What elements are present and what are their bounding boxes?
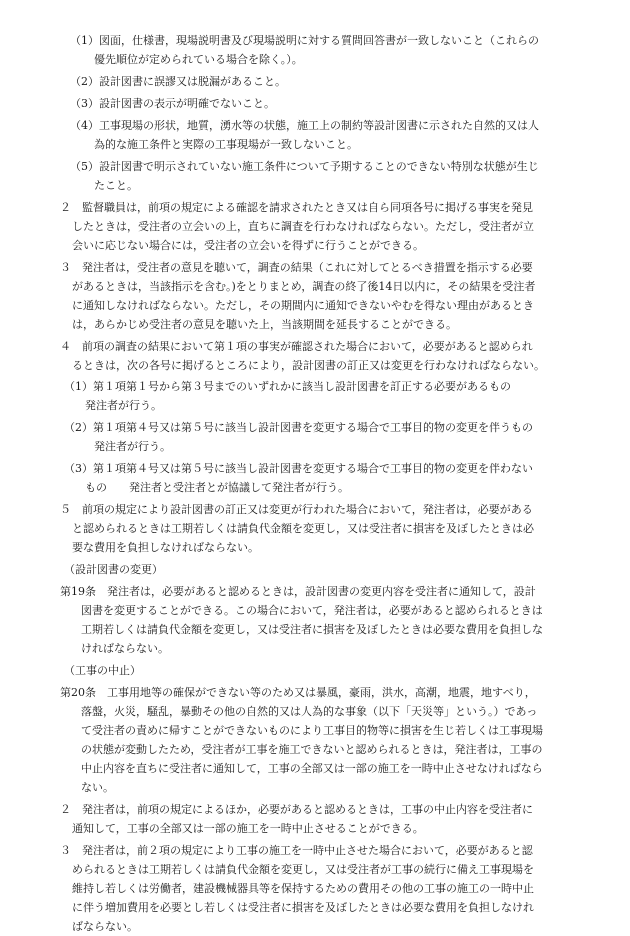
text-line: ければならない。 — [81, 642, 169, 655]
text-line: 維持し若しくは労働者，建設機械器具等を保持するための費用その他の工事の施工の一時中止 — [72, 882, 534, 895]
text-line: （2）第１項第４号又は第５号に該当し設計図書を変更する場合で工事目的物の変更を伴うもの — [64, 421, 533, 434]
text-line: 工期若しくは請負代金額を変更し，又は受注者に損害を及ぼしたときは必要な費用を負担しな — [81, 623, 543, 636]
text-line: 発注者が行う。 — [85, 399, 162, 412]
text-line: たこと。 — [94, 179, 138, 192]
text-line: 要な費用を負担しなければならない。 — [72, 541, 259, 554]
text-line: 会いに応じない場合には，受注者の立会いを得ずに行うことができる。 — [72, 239, 424, 252]
text-line: は，あらかじめ受注者の意見を聴いた上，当該期間を延長することができる。 — [72, 318, 457, 331]
text-line: （2）設計図書に誤謬又は脱漏があること。 — [70, 75, 286, 88]
section-heading: （工事の中止） — [64, 664, 141, 677]
text-line: ４ 前項の調査の結果において第１項の事実が確認された場合において，必要があると認められ — [60, 340, 533, 353]
text-line: て受注者の責めに帰すことができないものにより工事目的物等に損害を生じ若しくは工事現場 — [81, 724, 543, 737]
text-line: 為的な施工条件と実際の工事現場が一致しないこと。 — [94, 138, 358, 151]
text-line: ３ 発注者は，受注者の意見を聴いて，調査の結果（これに対してとるべき措置を指示する必要 — [60, 261, 533, 274]
text-line: 図書を変更することができる。この場合において，発注者は，必要があると認められるときは — [81, 604, 543, 617]
text-line: 優先順位が定められている場合を除く。）。 — [94, 53, 303, 66]
text-line: ２ 発注者は，前項の規定によるほか，必要があると認めるときは，工事の中止内容を受注者に — [60, 803, 533, 816]
article-line: 第20条 工事用地等の確保ができない等のため又は暴風，豪雨，洪水，高潮，地震，地すべり， — [60, 686, 536, 699]
text-line: に通知しなければならない。ただし，その期間内に通知できないやむを得ない理由があるとき — [72, 299, 534, 312]
text-line: （4）工事現場の形状，地質，湧水等の状態，施工上の制約等設計図書に示された自然的又は人 — [70, 119, 539, 132]
text-line: に伴う増加費用を必要とし若しくは受注者に損害を及ぼしたときは必要な費用を負担しなけれ — [72, 901, 534, 914]
text-line: ばならない。 — [72, 920, 138, 933]
text-line: められるときは工期若しくは請負代金額を変更し，又は受注者が工事の続行に備え工事現場を — [72, 863, 534, 876]
text-line: るときは，次の各号に掲げるところにより，設計図書の訂正又は変更を行わなければならない。 — [72, 359, 545, 372]
text-line: と認められるときは工期若しくは請負代金額を変更し，又は受注者に損害を及ぼしたときは必 — [72, 522, 534, 535]
text-line: したときは，受注者の立会いの上，直ちに調査を行わなければならない。ただし，受注者が立 — [72, 220, 534, 233]
text-line: ない。 — [81, 781, 114, 794]
text-line: ２ 監督職員は，前項の規定による確認を請求されたとき又は自ら同項各号に掲げる事実を発見 — [60, 201, 533, 214]
text-line: 通知して，工事の全部又は一部の施工を一時中止させることができる。 — [72, 822, 424, 835]
text-line: （3）第１項第４号又は第５号に該当し設計図書を変更する場合で工事目的物の変更を伴わない — [64, 462, 533, 475]
section-heading: （設計図書の変更） — [64, 563, 163, 576]
text-line: 発注者が行う。 — [94, 440, 171, 453]
text-line: 中止内容を直ちに受注者に通知して，工事の全部又は一部の施工を一時中止させなければなら — [81, 762, 543, 775]
text-line: があるときは，当該指示を含む。)をとりまとめ，調査の終了後14日以内に，その結果を受注者 — [72, 280, 536, 293]
text-line: 落盤，火災，騒乱，暴動その他の自然的又は人為的な事象（以下「天災等」という。）であっ — [81, 705, 538, 718]
article-line: 第19条 発注者は，必要があると認めるときは，設計図書の変更内容を受注者に通知して，設計 — [60, 585, 536, 598]
text-line: （1）図面，仕様書，現場説明書及び現場説明に対する質問回答書が一致しないこと（これらの — [70, 34, 539, 47]
text-line: もの 発注者と受注者とが協議して発注者が行う。 — [85, 481, 349, 494]
text-line: ５ 前項の規定により設計図書の訂正又は変更が行われた場合において，発注者は，必要がある — [60, 503, 533, 516]
text-line: ３ 発注者は，前２項の規定により工事の施工を一時中止させた場合において，必要があると認 — [60, 844, 533, 857]
text-line: （5）設計図書で明示されていない施工条件について予期することのできない特別な状態が生じ — [70, 160, 539, 173]
text-line: （1）第１項第１号から第３号までのいずれかに該当し設計図書を訂正する必要があるもの — [64, 380, 511, 393]
text-line: （3）設計図書の表示が明確でないこと。 — [70, 97, 275, 110]
text-line: の状態が変動したため，受注者が工事を施工できないと認められるときは，発注者は，工事の — [81, 743, 543, 756]
